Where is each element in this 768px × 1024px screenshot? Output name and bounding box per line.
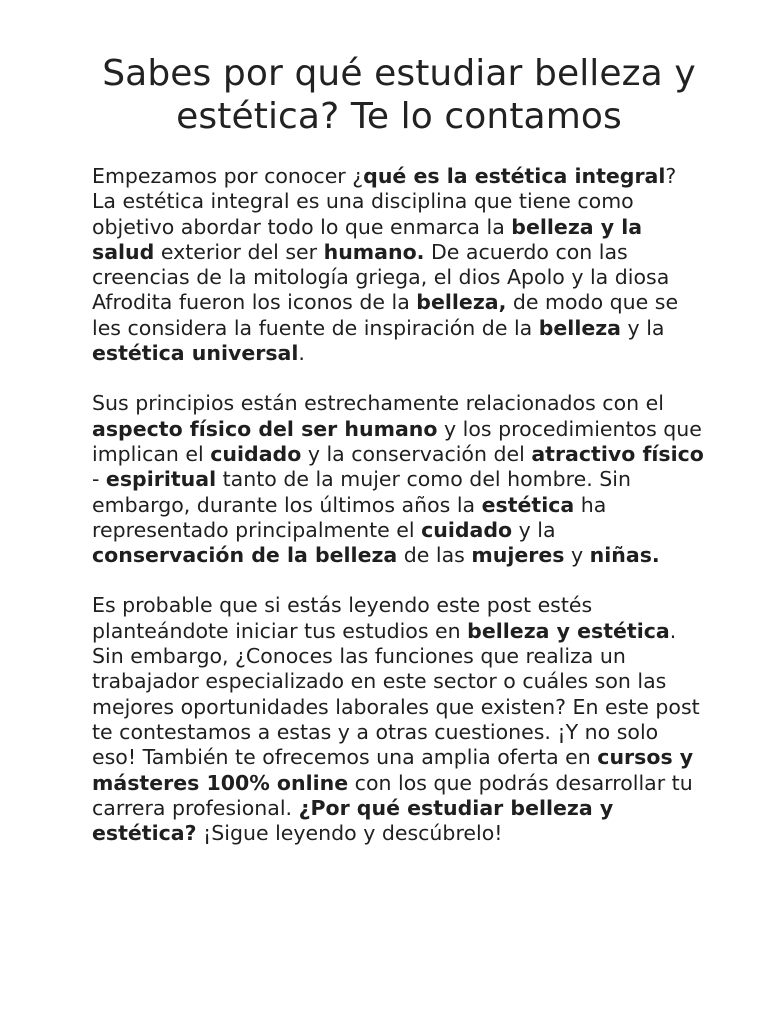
- bold-text: aspecto físico del ser humano: [92, 416, 438, 441]
- text-run: Sus principios están estrechamente relacionados con el: [92, 391, 664, 416]
- text-run: y la conservación del: [301, 441, 532, 466]
- text-run: -: [92, 467, 106, 492]
- text-run: Empezamos por conocer ¿: [92, 164, 364, 188]
- bold-text: mujeres: [471, 543, 565, 568]
- bold-text: belleza: [538, 315, 622, 340]
- bold-text: belleza y la salud: [92, 214, 643, 264]
- bold-text: atractivo físico: [531, 441, 704, 466]
- bold-text: humano.: [323, 239, 425, 264]
- paragraph-studies: [92, 593, 706, 846]
- bold-text: ¿Por qué estudiar belleza y estética?: [92, 795, 614, 846]
- text-run: con los que podrás desarrollar tu carrera profesional.: [92, 770, 693, 820]
- bold-text: niñas.: [589, 543, 660, 568]
- text-run: de las: [397, 543, 472, 568]
- text-run: ha representado principalmente el: [92, 492, 607, 542]
- text-run: De acuerdo con las creencias de la mitología griega, el dios Apolo y la diosa Afrodita fueron los iconos de la: [92, 239, 670, 315]
- paragraph-intro: [92, 164, 706, 366]
- bold-text: qué es la estética integral: [363, 164, 666, 188]
- text-run: exterior del ser: [154, 239, 324, 264]
- bold-text: belleza,: [416, 290, 507, 315]
- text-run: tanto de la mujer como del hombre. Sin embargo, durante los últimos años la: [92, 467, 631, 517]
- bold-text: cuidado: [421, 517, 513, 542]
- bold-text: cuidado: [210, 441, 302, 466]
- text-run: Es probable que si estás leyendo este post estés planteándote iniciar tus estudios en: [92, 593, 593, 643]
- text-run: . Sin embargo, ¿Conoces las funciones que realiza un trabajador especializado en este sector o cuáles son las mejores oportunidades laborales que existen? En este post te contestamos a estas y a otras cuestiones. ¡Y no solo eso! También te ofrecemos una amplia oferta en: [92, 618, 700, 770]
- bold-text: belleza y estética: [467, 618, 670, 643]
- bold-text: espiritual: [105, 467, 217, 492]
- article-title: Sabes por qué estudiar belleza y estética? Te lo contamos: [102, 53, 696, 137]
- text-run: de modo que se les considera la fuente de inspiración de la: [92, 290, 679, 340]
- text-run: y los procedimientos que implican el: [92, 416, 702, 466]
- text-run: y: [564, 543, 590, 568]
- text-run: .: [298, 341, 305, 366]
- text-run: ¡Sigue leyendo y descúbrelo!: [196, 821, 503, 846]
- text-run: y la: [621, 315, 665, 340]
- bold-text: estética universal: [92, 341, 299, 366]
- text-run: ? La estética integral es una disciplina que tiene como objetivo abordar todo lo que enmarca la: [92, 164, 677, 239]
- bold-text: estética: [481, 492, 575, 517]
- bold-text: conservación de la belleza: [92, 543, 398, 568]
- bold-text: cursos y másteres 100% online: [92, 745, 694, 795]
- text-run: y la: [512, 517, 556, 542]
- paragraph-principles: [92, 391, 706, 568]
